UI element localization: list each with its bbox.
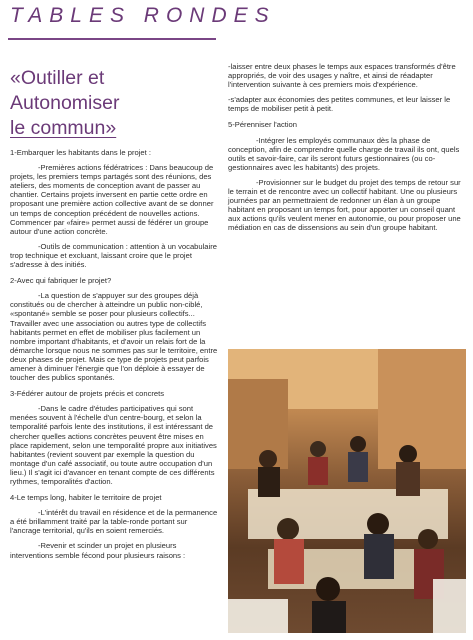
left-body-text: [10, 148, 218, 560]
paragraph: -laisser entre deux phases le temps aux espaces transformés d'être appropriés, de voir des usages y naître, et ainsi de réadapter l'intervention suivante à ces premiers mois d'expérience.: [228, 62, 456, 90]
paragraph: -Premières actions fédératrices : Dans beaucoup de projets, les premiers temps partagés sont des réunions, des ateliers, des moments de conception avant de passer au chantier. Certains projets inversent en partie cette ordre en proposant une première action collective avant de se donner un temps de conception précédent de nouvelles actions. Commencer par «faire» permet aussi de fédérer un groupe autour d'une action concrète.: [10, 163, 214, 236]
paragraph: -Dans le cadre d'études participatives qui sont menées souvent à l'échelle d'un centre-bourg, et selon la temporalité parfois lente des institutions, il est intéressant de chercher quelles actions concrètes peuvent être mises en place rapidement, selon une temporalité propre aux initiatives habitantes (revient souvent par exemple la question du montage d'un café associatif, ou toute autre occupation d'un lieu.) Il s'agit ici d'avancer en tenant compte de ces différents rythmes, temporalités d'action.: [10, 404, 217, 486]
section-header-title: TABLES RONDES: [10, 4, 276, 27]
right-column: [228, 62, 464, 239]
workshop-photo: [228, 349, 466, 633]
paragraph: -La question de s'appuyer sur des groupes déjà constitués ou de chercher à atteindre un public non-ciblé, «spontané» semble se poser pour plusieurs collectifs... Travailler avec une association ou autres type de collectifs habitants permet en effet de mobiliser plus facilement un nombre important d'habitants, et d'avoir un relais fort de la démarche lorsque nous ne sommes pas sur le territoire, entre deux phases de projet. Mais ce type de projets peut parfois amener à diminuer l'énergie que l'on déploie à essayer de toucher des publics spontanés.: [10, 291, 218, 383]
article-title: [10, 66, 218, 141]
section-heading: 4-Le temps long, habiter le territoire de projet: [10, 493, 162, 503]
article-title-line-2: le commun»: [10, 117, 117, 139]
article-title-line-1: «Outiller et Autonomiser: [10, 67, 120, 114]
section-heading: 2-Avec qui fabriquer le projet?: [10, 276, 112, 286]
section-heading: 1-Embarquer les habitants dans le projet :: [10, 148, 151, 157]
section-heading: 3-Fédérer autour de projets précis et concrets: [10, 389, 165, 399]
paragraph: -Provisionner sur le budget du projet des temps de retour sur le terrain et de rencontre avec un collectif habitant. Une ou plusieurs journées par an permettraient de redonner un élan à un groupe habitant en proposant un temps fort, pour apporter un conseil quant aux actions qu'ils veulent mener en autonomie, ou pour proposer une médiation en cas de dissensions au sein d'un groupe habitant.: [228, 177, 461, 233]
paragraph: -Revenir et scinder un projet en plusieurs interventions semble fécond pour plusieurs raisons :: [10, 541, 186, 560]
paragraph: -Intégrer les employés communaux dès la phase de conception, afin de comprendre quelle charge de travail ils ont, quels outils et savoir-faire, car ils seront futurs gestionnaires (ou co-gestionnaires avec les habitants) des projets.: [228, 135, 460, 172]
header-divider: [8, 38, 216, 40]
paragraph: -L'intérêt du travail en résidence et de la permanence a été brillamment traité par la table-ronde portant sur l'ancrage territorial, qu'ils en soient remerciés.: [10, 508, 218, 536]
paragraph: -Outils de communication : attention à un vocabulaire trop technique et excluant, laissant croire que le projet s'adresse à des initiés.: [10, 241, 217, 270]
section-heading: 5-Pérenniser l'action: [228, 120, 297, 130]
right-body-text: [228, 62, 464, 233]
paragraph: -s'adapter aux économies des petites communes, et leur laisser le temps de mobiliser petit à petit.: [228, 95, 451, 114]
left-column: [10, 66, 218, 566]
